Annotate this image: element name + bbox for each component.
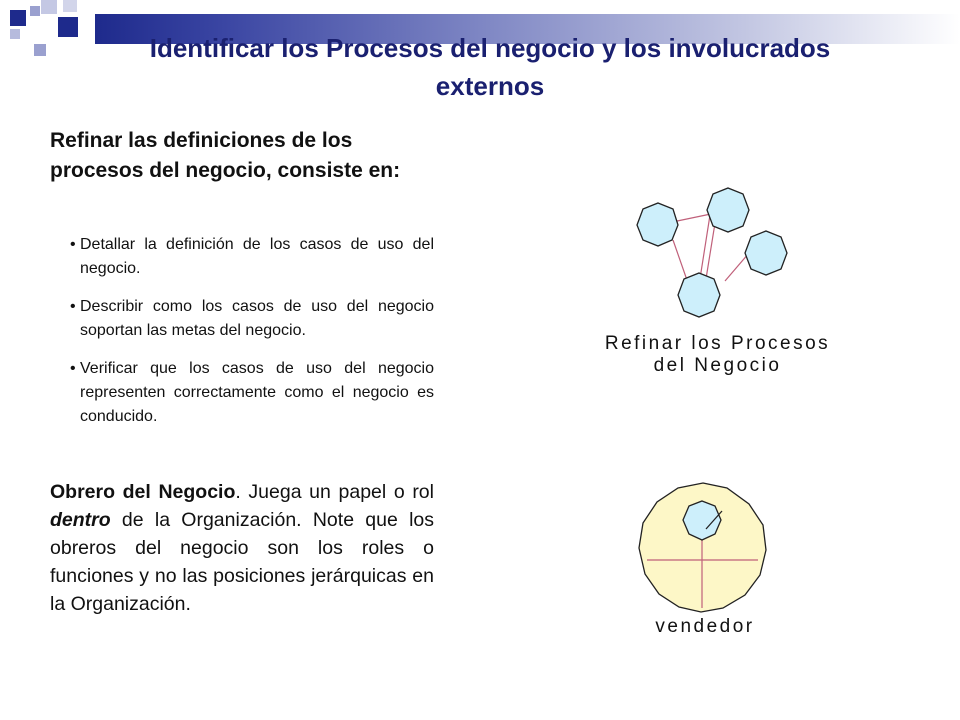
decor-square-lavender-2 bbox=[10, 29, 20, 39]
figure1-caption-line1: Refinar los Procesos bbox=[604, 333, 831, 354]
decor-square-lavender-4 bbox=[63, 0, 77, 12]
section-heading: Refinar las definiciones de los procesos del negocio, consiste en: bbox=[50, 129, 401, 182]
paragraph-text-2: de la Organización. Note que los obreros del negocio son los roles o funciones y no las posiciones jerárquicas en la Organización. bbox=[50, 509, 434, 615]
decor-square-lavender-5 bbox=[34, 44, 46, 56]
bullet-item bbox=[70, 233, 434, 281]
bullet-dot: • bbox=[70, 360, 76, 377]
use-case-node bbox=[707, 188, 749, 232]
business-process-icon bbox=[625, 185, 795, 325]
use-case-node bbox=[678, 273, 720, 317]
paragraph-emphasis: dentro bbox=[50, 509, 111, 531]
use-case-node bbox=[745, 231, 787, 275]
decor-square-lavender-3 bbox=[41, 0, 57, 14]
bullet-dot: • bbox=[70, 236, 76, 253]
figure1-caption bbox=[575, 333, 860, 377]
bullet-list bbox=[70, 233, 434, 443]
bullet-text: Detallar la definición de los casos de uso del negocio. bbox=[80, 236, 434, 277]
use-case-node bbox=[637, 203, 678, 246]
bullet-text: Describir como los casos de uso del negocio soportan las metas del negocio. bbox=[80, 298, 434, 339]
bullet-item bbox=[70, 295, 434, 343]
business-worker-icon bbox=[635, 480, 770, 615]
paragraph-lead: Obrero del Negocio bbox=[50, 481, 236, 503]
worker-paragraph bbox=[50, 478, 434, 618]
figure2-caption: vendedor bbox=[655, 616, 755, 637]
decor-square-navy-1 bbox=[10, 10, 26, 26]
slide-title: Identificar los Procesos del negocio y los involucrados externos bbox=[149, 33, 831, 101]
bullet-dot: • bbox=[70, 298, 76, 315]
decor-square-navy-2 bbox=[58, 17, 78, 37]
bullet-item bbox=[70, 357, 434, 429]
decor-square-lavender-1 bbox=[30, 6, 40, 16]
figure1-caption-line2: del Negocio bbox=[653, 355, 782, 376]
worker-head bbox=[683, 501, 721, 540]
bullet-text: Verificar que los casos de uso del negocio representen correctamente como el negocio es conducido. bbox=[80, 360, 434, 425]
paragraph-text-1: . Juega un papel o rol bbox=[235, 481, 434, 503]
